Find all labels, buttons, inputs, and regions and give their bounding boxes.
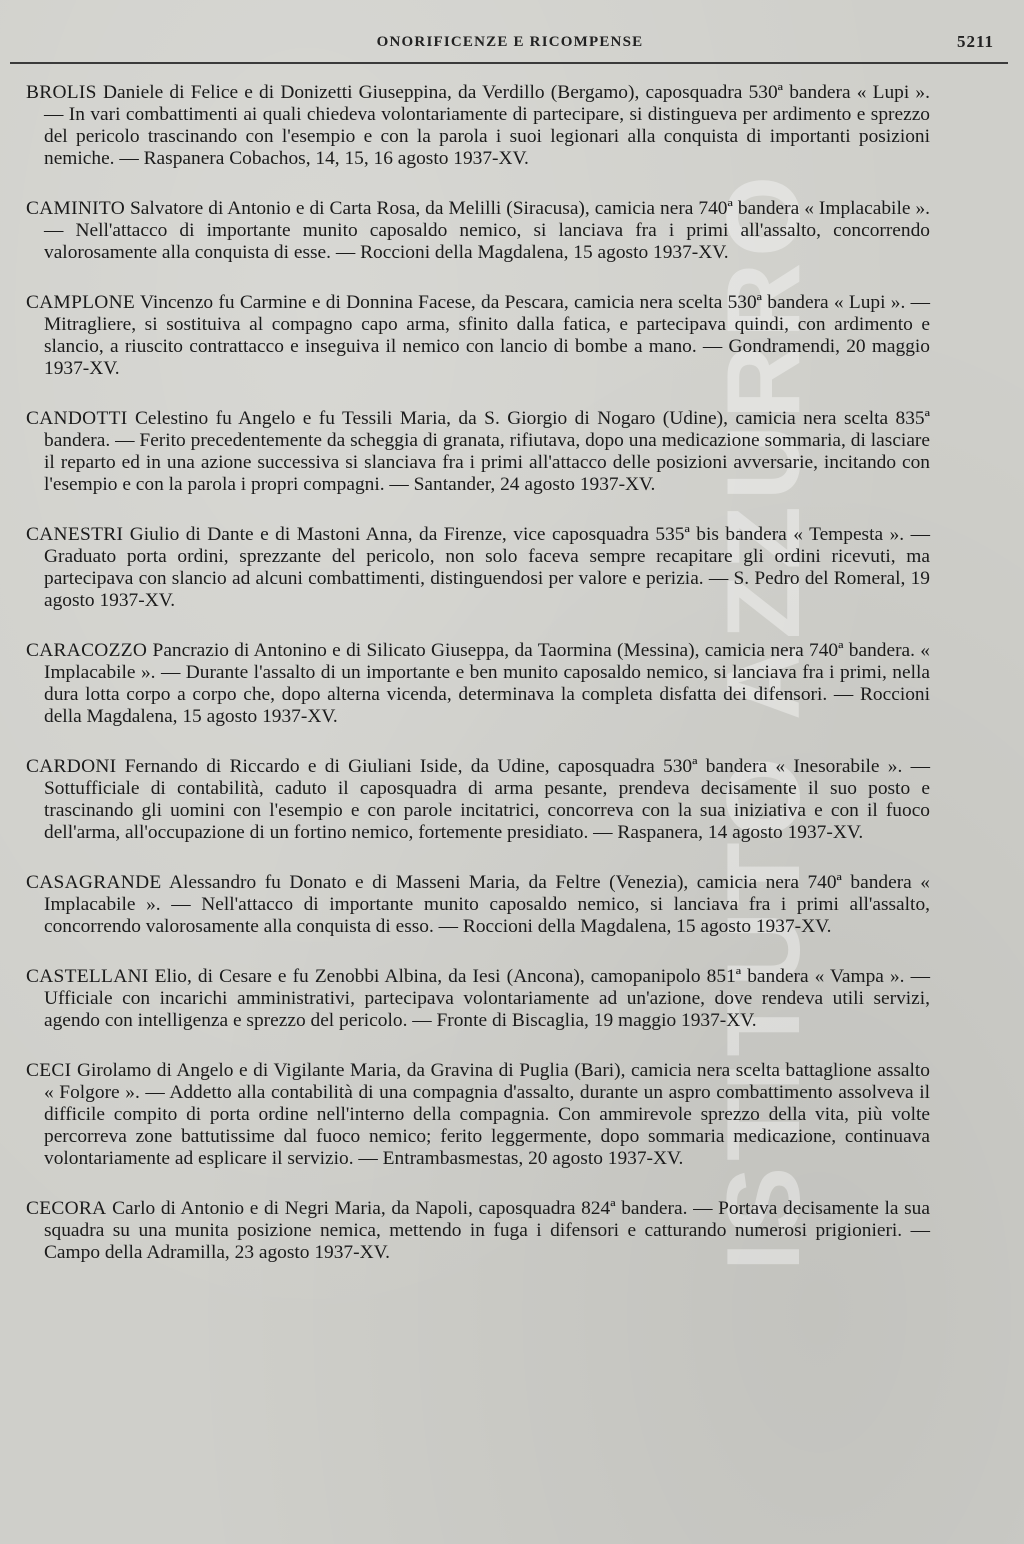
entry-text: Daniele di Felice e di Donizetti Giuseppina, da Verdillo (Bergamo), caposquadra 530ª bandera « Lupi ». — In vari combattimenti ai quali chiedeva volontariamente di partecipare, si distingueva per ardimento e sprezzo del pericolo trascinando con l'esempio e con la parola i suoi legionari alla conquista di importanti posizioni nemiche. — Raspanera Cobachos, 14, 15, 16 agosto 1937-XV. [44, 82, 930, 169]
entry-surname: CARACOZZO [26, 640, 148, 661]
entry-surname: BROLIS [26, 82, 97, 103]
entry-text: Salvatore di Antonio e di Carta Rosa, da Melilli (Siracusa), camicia nera 740ª bandera « Implacabile ». — Nell'attacco di importante munito caposaldo nemico, si lanciava fra i primi all'assalto, concorrendo valorosamente alla conquista di esse. — Roccioni della Magdalena, 15 agosto 1937-XV. [44, 198, 930, 263]
entry-text: Vincenzo fu Carmine e di Donnina Facese, da Pescara, camicia nera scelta 530ª bandera « Lupi ». — Mitragliere, si sostituiva al compagno capo arma, sfinito dalla fatica, e partecipava quindi, con ardimento e slancio, a riuscito contrattacco e inseguiva il nemico con lancio di bombe a mano. — Gondramendi, 20 maggio 1937-XV. [44, 292, 930, 379]
entry [26, 82, 930, 170]
entry-text: Elio, di Cesare e fu Zenobbi Albina, da Iesi (Ancona), camopanipolo 851ª bandera « Vampa ». — Ufficiale con incarichi amministrativi, partecipava volontariamente ad un'azione, dove rendeva utili servizi, agendo con intelligenza e sprezzo del pericolo. — Fronte di Biscaglia, 19 maggio 1937-XV. [44, 966, 930, 1031]
entry [26, 1198, 930, 1264]
page-header [10, 34, 1010, 62]
page-number: 5211 [956, 32, 994, 51]
entry-text: Fernando di Riccardo e di Giuliani Iside, da Udine, caposquadra 530ª bandera « Inesorabile ». — Sottufficiale di contabilità, caduto il caposquadra di arma pesante, prendeva decisamente il suo posto e trascinando gli uomini con l'esempio e con parole incitatrici, concorreva con la sua iniziativa e con il fuoco dell'arma, all'occupazione di un fortino nemico, fortemente presidiato. — Raspanera, 14 agosto 1937-XV. [44, 756, 930, 843]
entry [26, 408, 930, 496]
entry-surname: CECI [26, 1060, 72, 1081]
entry-text: Giulio di Dante e di Mastoni Anna, da Firenze, vice caposquadra 535ª bis bandera « Tempesta ». — Graduato porta ordini, sprezzante del pericolo, non solo faceva sempre recapitare gli ordini ricevuti, ma partecipava con slancio ad alcuni combattimenti, distinguendosi per valore e perizia. — S. Pedro del Romeral, 19 agosto 1937-XV. [44, 524, 930, 611]
entry-surname: CANDOTTI [26, 408, 128, 429]
entry [26, 756, 930, 844]
entry-surname: CAMINITO [26, 198, 125, 219]
header-divider [10, 62, 1008, 64]
entries-list [26, 82, 930, 1292]
entry-text: Alessandro fu Donato e di Masseni Maria, da Feltre (Venezia), camicia nera 740ª bandera « Implacabile ». — Nell'attacco di importante munito caposaldo nemico, si lanciava fra i primi all'assalto, concorrendo valorosamente alla conquista di esso. — Roccioni della Magdalena, 15 agosto 1937-XV. [44, 872, 930, 937]
entry-text: Carlo di Antonio e di Negri Maria, da Napoli, caposquadra 824ª bandera. — Portava decisamente la sua squadra su una munita posizione nemica, mettendo in fuga i difensori e catturando numerosi prigionieri. — Campo della Adramilla, 23 agosto 1937-XV. [44, 1198, 930, 1263]
entry-surname: CAMPLONE [26, 292, 136, 313]
entry-surname: CASTELLANI [26, 966, 149, 987]
entry-surname: CASAGRANDE [26, 872, 162, 893]
entry-text: Girolamo di Angelo e di Vigilante Maria, da Gravina di Puglia (Bari), camicia nera scelta battaglione assalto « Folgore ». — Addetto alla contabilità di una compagnia d'assalto, durante un aspro combattimento assolveva il difficile compito di porta ordine nell'interno della compagnia. Con ammirevole sprezzo della vita, più volte percorreva zone battutissime dal fuoco nemico; ferito leggermente, dopo sommaria medicazione, continuava volontariamente ad esplicare il servizio. — Entrambasmestas, 20 agosto 1937-XV. [44, 1060, 930, 1169]
entry [26, 640, 930, 728]
entry [26, 524, 930, 612]
entry-text: Celestino fu Angelo e fu Tessili Maria, da S. Giorgio di Nogaro (Udine), camicia nera scelta 835ª bandera. — Ferito precedentemente da scheggia di granata, rifiutava, dopo una medicazione sommaria, di lasciare il reparto ed in una azione successiva si slanciava fra i primi all'attacco delle posizioni avversarie, incitando con l'esempio e con la parola i propri compagni. — Santander, 24 agosto 1937-XV. [44, 408, 930, 495]
entry-surname: CECORA [26, 1198, 107, 1219]
entry [26, 292, 930, 380]
watermark-text: ISTITUTO AZZURRO [706, 169, 823, 1271]
entry [26, 1060, 930, 1170]
entry [26, 966, 930, 1032]
entry-surname: CANESTRI [26, 524, 124, 545]
entry [26, 872, 930, 938]
entry [26, 198, 930, 264]
entry-surname: CARDONI [26, 756, 117, 777]
entry-text: Pancrazio di Antonino e di Silicato Giuseppa, da Taormina (Messina), camicia nera 740ª bandera. « Implacabile ». — Durante l'assalto di un importante e ben munito caposaldo nemico, si lanciava fra i primi, nella dura lotta corpo a corpo che, dopo alterna vicenda, determinava la completa disfatta dei difensori. — Roccioni della Magdalena, 15 agosto 1937-XV. [44, 640, 930, 727]
running-title: ONORIFICENZE E RICOMPENSE [376, 34, 644, 50]
